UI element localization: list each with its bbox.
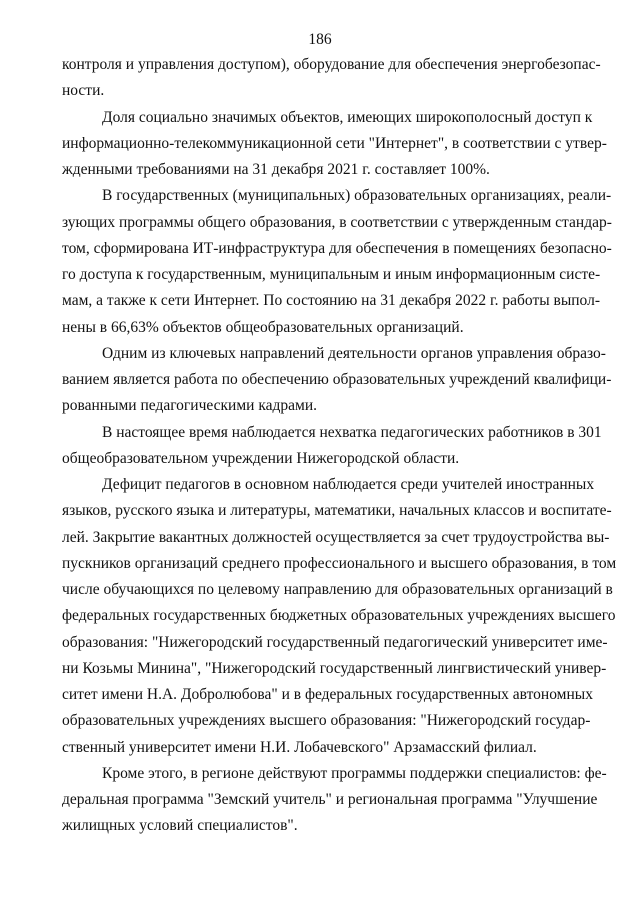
text-line: образования: "Нижегородский государственный педагогический университет име-: [62, 633, 608, 651]
text-line: информационно-телекоммуникационной сети "Интернет", в соответствии с утвер-: [62, 134, 607, 152]
text-line: ни Козьмы Минина", "Нижегородский государственный лингвистический универ-: [62, 659, 607, 677]
document-body: [62, 52, 617, 840]
paragraph-first-line: Дефицит педагогов в основном наблюдается среди учителей иностранных: [102, 476, 595, 493]
paragraph-first-line: В государственных (муниципальных) образовательных организациях, реали-: [102, 187, 612, 205]
text-line: пускников организаций среднего профессионального и высшего образования, в том: [62, 554, 617, 572]
text-line: федеральных государственных бюджетных образовательных учреждениях высшего: [62, 607, 616, 625]
text-line: контроля и управления доступом), оборудование для обеспечения энергобезопас-: [62, 56, 601, 73]
text-line: мам, а также к сети Интернет. По состоянию на 31 декабря 2022 г. работы выпол-: [62, 292, 600, 310]
text-line: жилищных условий специалистов".: [62, 817, 298, 835]
paragraph-first-line: В настоящее время наблюдается нехватка педагогических работников в 301: [102, 423, 602, 441]
page-number: 186: [308, 31, 332, 48]
text-line: нены в 66,63% объектов общеобразовательных организаций.: [62, 318, 464, 336]
text-line: числе обучающихся по целевому направлению для образовательных организаций в: [62, 581, 613, 598]
text-line: языков, русского языка и литературы, математики, начальных классов и воспитате-: [62, 502, 612, 520]
text-line: образовательных учреждениях высшего образования: "Нижегородский государ-: [62, 712, 591, 730]
text-line: ситет имени Н.А. Добролюбова" и в федеральных государственных автономных: [62, 686, 593, 703]
text-line: ности.: [62, 82, 105, 100]
paragraph-first-line: Одним из ключевых направлений деятельности органов управления образо-: [102, 344, 606, 362]
text-line: жденными требованиями на 31 декабря 2021 г. составляет 100%.: [62, 161, 490, 178]
text-line: зующих программы общего образования, в соответствии с утвержденным стандар-: [62, 213, 612, 231]
text-line: общеобразовательном учреждении Нижегородской области.: [62, 449, 460, 467]
paragraph-first-line: Кроме этого, в регионе действуют программы поддержки специалистов: фе-: [102, 764, 607, 782]
text-line: ванием является работа по обеспечению образовательных учреждений квалифици-: [62, 371, 612, 388]
text-line: деральная программа "Земский учитель" и региональная программа "Улучшение: [62, 791, 598, 808]
text-line: рованными педагогическими кадрами.: [62, 397, 318, 415]
text-line: го доступа к государственным, муниципальным и иным информационным систе-: [62, 266, 601, 283]
paragraph-first-line: Доля социально значимых объектов, имеющих широкополосный доступ к: [102, 108, 593, 126]
text-line: ственный университет имени Н.И. Лобачевского" Арзамасский филиал.: [62, 738, 537, 756]
text-line: лей. Закрытие вакантных должностей осуществляется за счет трудоустройства вы-: [62, 528, 610, 546]
text-line: том, сформирована ИТ-инфраструктура для обеспечения в помещениях безопасно-: [62, 239, 612, 257]
